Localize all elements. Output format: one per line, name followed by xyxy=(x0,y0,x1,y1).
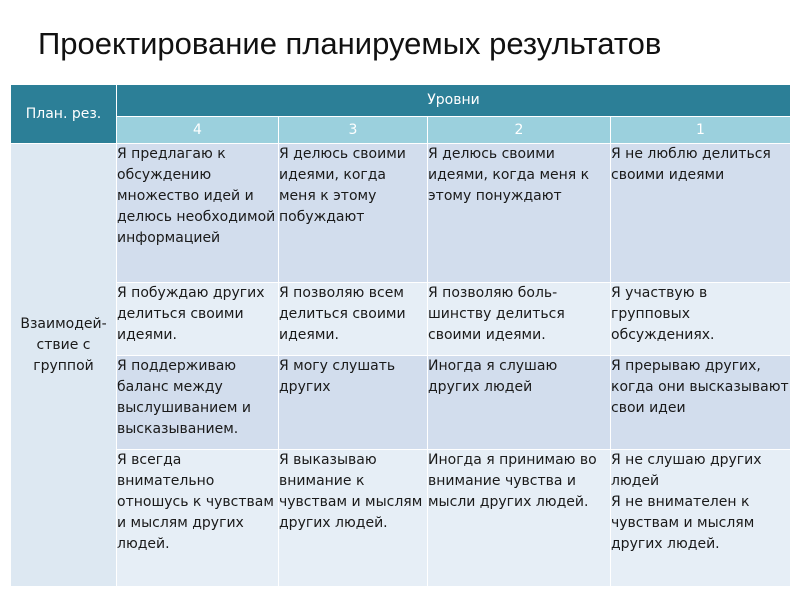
table-row xyxy=(11,144,791,283)
rubric-table xyxy=(10,84,791,587)
level-4-header: 4 xyxy=(117,117,279,144)
level-3-header: 3 xyxy=(279,117,428,144)
table-row xyxy=(11,283,791,356)
table-cell: Я не слушаю других людей Я не внимателен к чувствам и мыслям других людей. xyxy=(611,450,791,587)
table-cell: Я предлагаю к обсуждению множество идей и делюсь необходимой информацией xyxy=(117,144,279,283)
level-numbers-row xyxy=(11,117,791,144)
table-cell: Я могу слушать других xyxy=(279,356,428,450)
plan-results-label: План. рез. xyxy=(25,105,102,122)
page-title: Проектирование планируемых результатов xyxy=(38,26,662,61)
table-cell: Я не люблю делиться своими идеями xyxy=(611,144,791,283)
levels-header xyxy=(117,85,791,117)
level-2-header: 2 xyxy=(428,117,611,144)
table-cell: Я делюсь своими идеями, когда меня к этому побуждают xyxy=(279,144,428,283)
table-row xyxy=(11,450,791,587)
header-row xyxy=(11,85,791,117)
group-interaction-label xyxy=(11,144,117,587)
table-cell: Я поддерживаю баланс между выслушиванием и высказыванием. xyxy=(117,356,279,450)
level-1-header: 1 xyxy=(611,117,791,144)
table-cell: Я побуждаю других делиться своими идеями. xyxy=(117,283,279,356)
group-interaction-text: Взаимодей- ствие с группой xyxy=(20,315,107,374)
table-cell: Я выказываю внимание к чувствам и мыслям других людей. xyxy=(279,450,428,587)
table-cell: Я позволяю всем делиться своими идеями. xyxy=(279,283,428,356)
table-row xyxy=(11,356,791,450)
levels-label: Уровни xyxy=(427,92,480,108)
table-cell: Иногда я принимаю во внимание чувства и мысли других людей. xyxy=(428,450,611,587)
table-cell: Я прерываю других, когда они высказывают свои идеи xyxy=(611,356,791,450)
table-cell: Иногда я слушаю других людей xyxy=(428,356,611,450)
table-cell: Я делюсь своими идеями, когда меня к этому понуждают xyxy=(428,144,611,283)
table-cell: Я позволяю боль-шинству делиться своими идеями. xyxy=(428,283,611,356)
table-cell: Я участвую в групповых обсуждениях. xyxy=(611,283,791,356)
plan-results-header xyxy=(11,85,117,144)
table-cell: Я всегда внимательно отношусь к чувствам и мыслям других людей. xyxy=(117,450,279,587)
